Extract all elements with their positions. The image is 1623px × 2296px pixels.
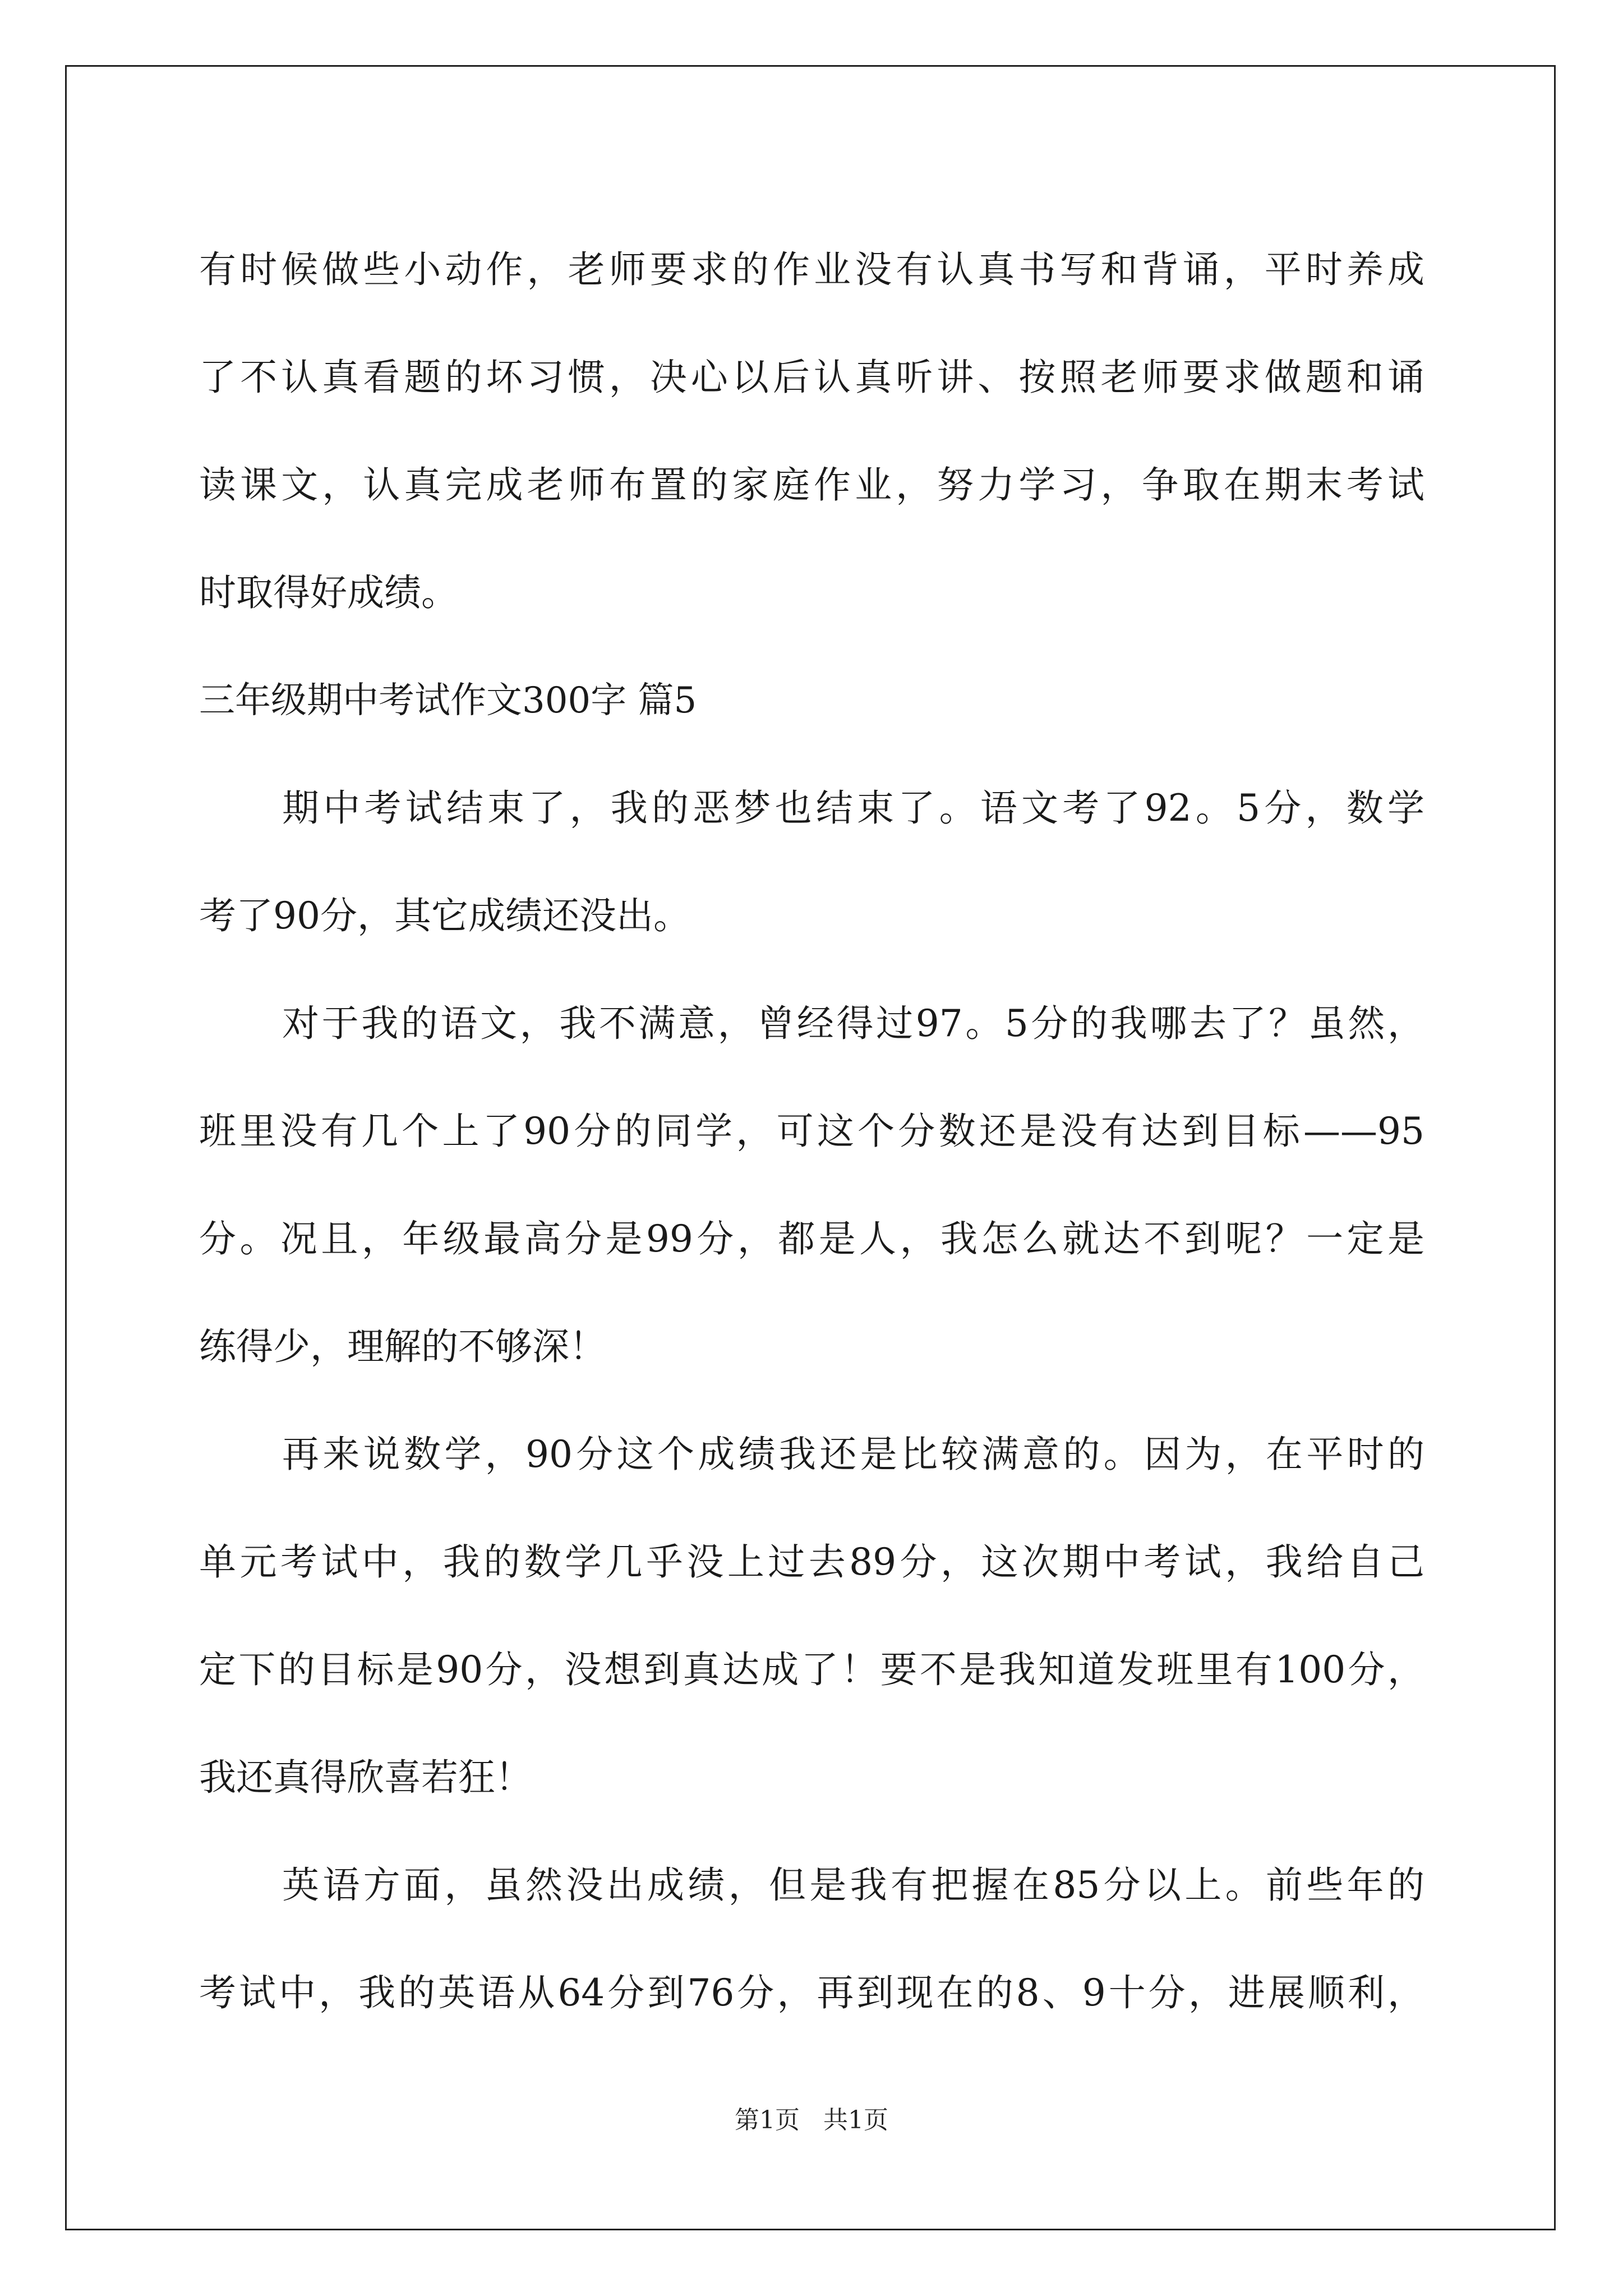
- document-body: [199, 216, 1424, 2047]
- text-line: 时取得好成绩。: [199, 571, 458, 614]
- text-line: 我还真得欣喜若狂！: [199, 1756, 532, 1799]
- text-line: 有时候做些小动作，老师要求的作业没有认真书写和背诵，平时养成: [199, 248, 1424, 291]
- text-line: 考试中，我的英语从64分到76分，再到现在的8、9十分，进展顺利，: [199, 1971, 1424, 2014]
- text-line: 对于我的语文，我不满意，曾经得过97。5分的我哪去了？虽然，: [282, 1002, 1424, 1045]
- section-heading: 三年级期中考试作文300字 篇5: [199, 680, 697, 721]
- text-line: 单元考试中，我的数学几乎没上过去89分，这次期中考试，我给自己: [199, 1540, 1424, 1584]
- text-line: 期中考试结束了，我的恶梦也结束了。语文考了92。5分，数学: [282, 786, 1424, 830]
- text-line: 读课文，认真完成老师布置的家庭作业，努力学习，争取在期末考试: [199, 463, 1424, 507]
- page-footer: 第1页 共1页: [735, 2106, 888, 2134]
- text-line: 班里没有几个上了90分的同学，可这个分数还是没有达到目标——95: [199, 1110, 1424, 1153]
- text-line: 再来说数学，90分这个成绩我还是比较满意的。因为，在平时的: [282, 1433, 1424, 1476]
- text-line: 了不认真看题的坏习惯，决心以后认真听讲、按照老师要求做题和诵: [199, 356, 1424, 399]
- text-line: 定下的目标是90分，没想到真达成了！要不是我知道发班里有100分，: [199, 1648, 1424, 1691]
- text-line: 英语方面，虽然没出成绩，但是我有把握在85分以上。前些年的: [282, 1864, 1424, 1907]
- text-line: 练得少，理解的不够深！: [199, 1325, 606, 1368]
- text-line: 分。况且，年级最高分是99分，都是人，我怎么就达不到呢？一定是: [199, 1217, 1424, 1260]
- text-line: 考了90分，其它成绩还没出。: [199, 894, 690, 937]
